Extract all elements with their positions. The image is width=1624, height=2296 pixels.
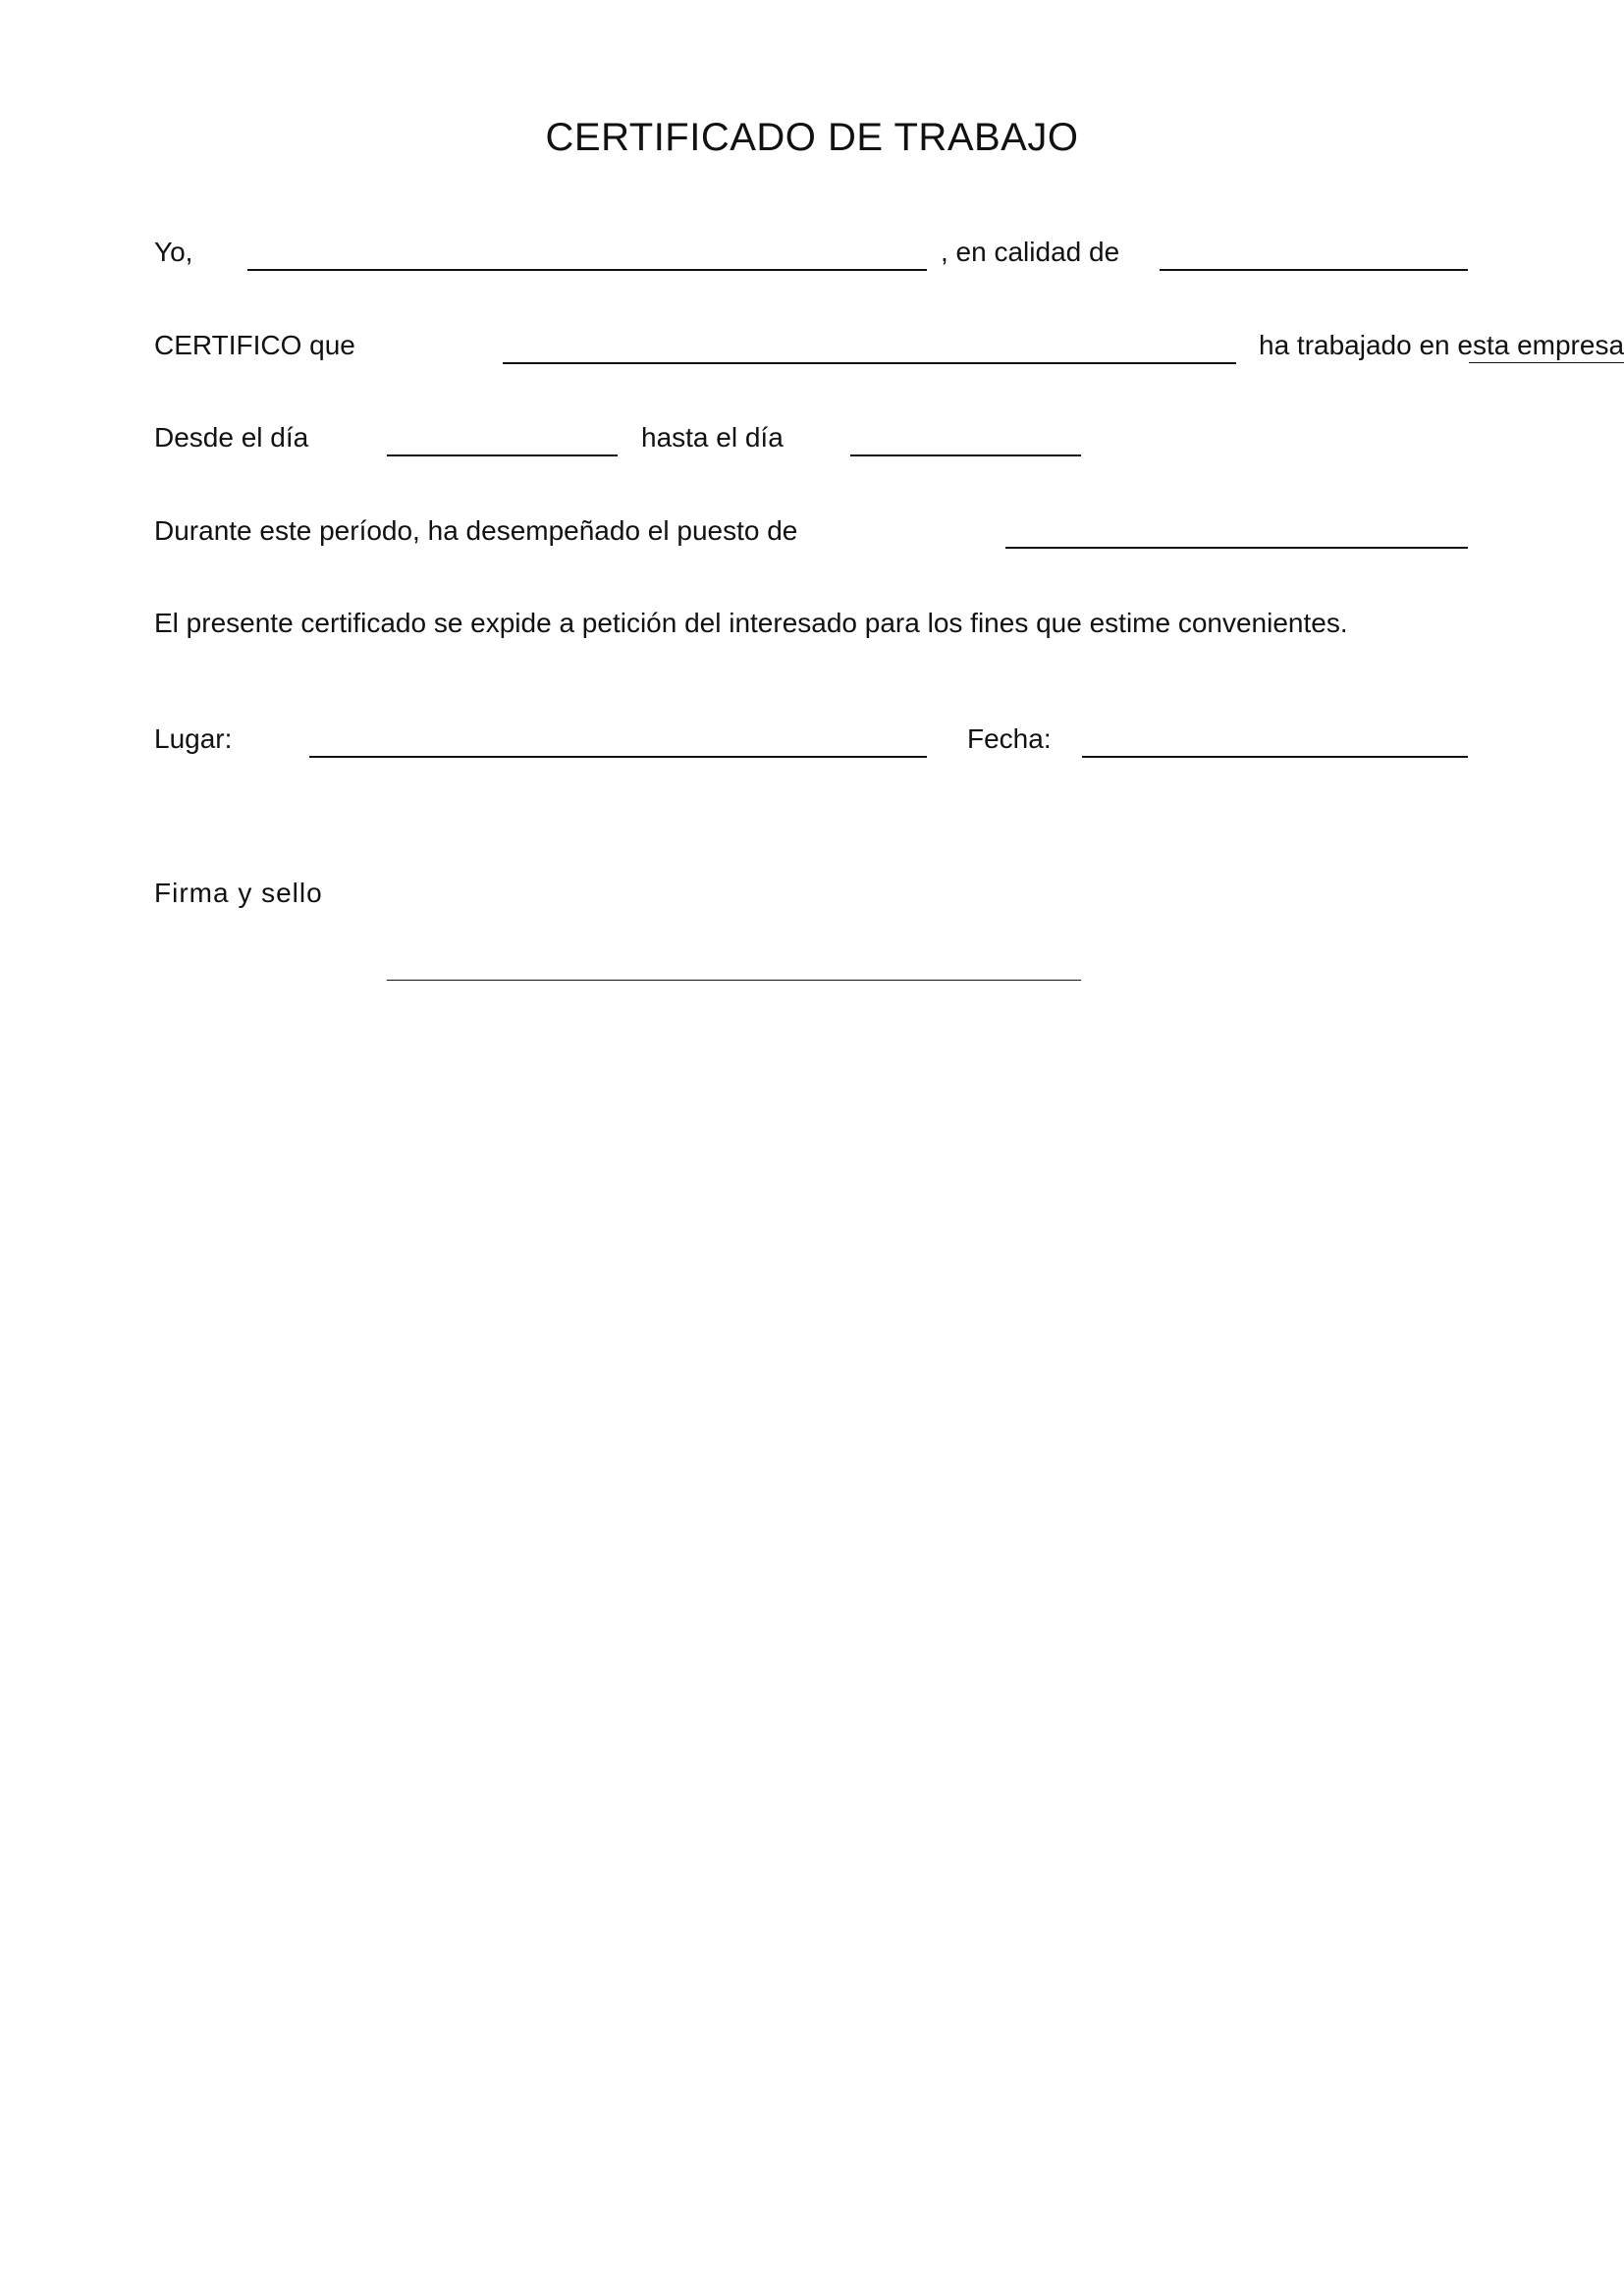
employee-blank-line[interactable] (503, 362, 1236, 364)
yo-label: Yo, (154, 237, 193, 267)
position-blank-line[interactable] (1005, 547, 1468, 549)
certifico-que-label: CERTIFICO que (154, 330, 355, 360)
start-date-blank-line[interactable] (387, 454, 618, 456)
company-blank-line[interactable] (1469, 362, 1624, 363)
lugar-label: Lugar: (154, 723, 233, 754)
desde-el-dia-label: Desde el día (154, 422, 309, 453)
hasta-el-dia-label: hasta el día (641, 422, 784, 453)
end-date-blank-line[interactable] (850, 454, 1081, 456)
signature-blank-line[interactable] (387, 980, 1081, 981)
ha-trabajado-label: ha trabajado en esta empresa (1259, 330, 1624, 360)
firma-y-sello-label: Firma y sello (154, 878, 323, 908)
fecha-label: Fecha: (967, 723, 1052, 754)
en-calidad-de-label: , en calidad de (941, 237, 1120, 267)
place-blank-line[interactable] (309, 756, 927, 758)
role-blank-line[interactable] (1160, 269, 1468, 271)
statement-text: El presente certificado se expide a petición del interesado para los fines que estime convenientes. (154, 608, 1348, 638)
date-blank-line[interactable] (1082, 756, 1468, 758)
name-blank-line[interactable] (247, 269, 927, 271)
puesto-label: Durante este período, ha desempeñado el puesto de (154, 515, 798, 546)
document-title: CERTIFICADO DE TRABAJO (545, 116, 1079, 159)
